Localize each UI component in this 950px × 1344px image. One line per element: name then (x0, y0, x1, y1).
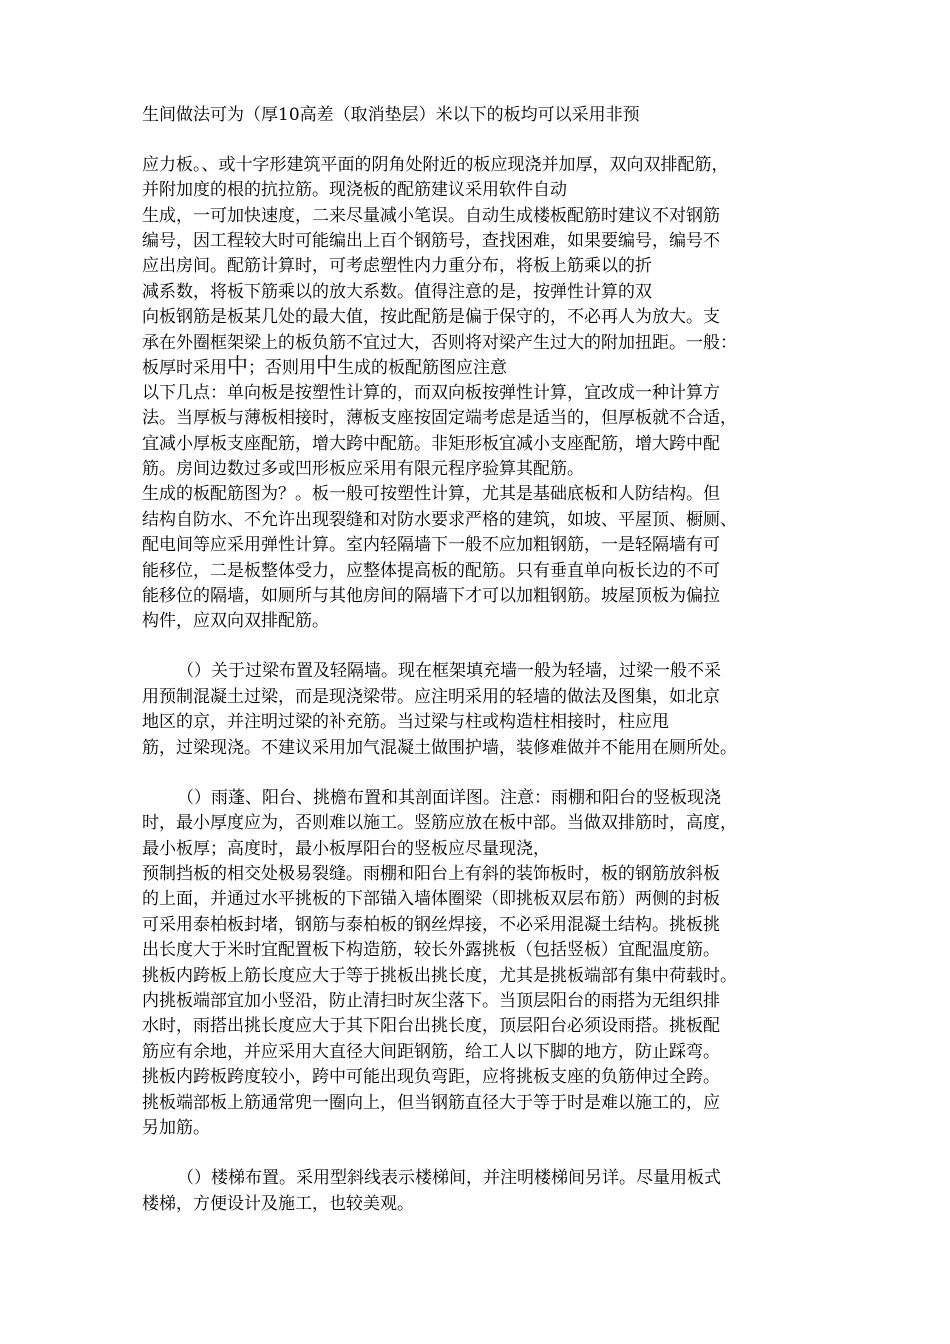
text-line: 配电间等应采用弹性计算。室内轻隔墙下一般不应加粗钢筋，一是轻隔墙有可 (142, 535, 720, 555)
text-line: （）关于过梁布置及轻隔墙。现在框架填充墙一般为轻墙，过梁一般不采 (177, 661, 721, 681)
text-line: 内挑板端部宜加小竖沿，防止清扫时灰尘落下。当顶层阳台的雨搭为无组织排 (142, 991, 720, 1011)
text-line: 预制挡板的相交处极易裂缝。雨棚和阳台上有斜的装饰板时，板的钢筋放斜板 (142, 864, 720, 884)
text-line: 构件，应双向双排配筋。 (142, 611, 329, 631)
text-segment: ；否则用 (248, 358, 316, 378)
text-line: 以下几点：单向板是按塑性计算的，而双向板按弹性计算，宜改成一种计算方 (142, 383, 720, 403)
text-line: 宜减小厚板支座配筋，增大跨中配筋。非矩形板宜减小支座配筋，增大跨中配 (142, 434, 720, 454)
text-line (142, 356, 507, 378)
text-line: 楼梯，方便设计及施工，也较美观。 (142, 1194, 414, 1214)
text-line: 应力板。、或十字形建筑平面的阴角处附近的板应现浇并加厚，双向双排配筋， (142, 155, 729, 175)
text-line: （）楼梯布置。采用型斜线表示楼梯间，并注明楼梯间另详。尽量用板式 (177, 1168, 721, 1188)
text-line: 挑板端部板上筋通常兜一圈向上，但当钢筋直径大于等于时是难以施工的，应 (142, 1093, 720, 1113)
text-line: 法。当厚板与薄板相接时，薄板支座按固定端考虑是适当的，但厚板就不合适， (142, 408, 737, 428)
text-line: 的上面，并通过水平挑板的下部锚入墙体圈梁（即挑板双层布筋）两侧的封板 (142, 889, 720, 909)
text-line: 编号，因工程较大时可能编出上百个钢筋号，查找困难，如果要编号，编号不 (142, 231, 720, 251)
text-line: 出长度大于米时宜配置板下构造筋，较长外露挑板（包括竖板）宜配温度筋。 (142, 940, 720, 960)
text-line: 最小板厚；高度时，最小板厚阳台的竖板应尽量现浇， (142, 839, 550, 859)
text-segment: 中 (227, 354, 248, 378)
text-line: 挑板内跨板上筋长度应大于等于挑板出挑长度，尤其是挑板端部有集中荷载时。 (142, 966, 737, 986)
text-line: 筋。房间边数过多或凹形板应采用有限元程序验算其配筋。 (142, 459, 584, 479)
text-line: 能移位，二是板整体受力，应整体提高板的配筋。只有垂直单向板长边的不可 (142, 561, 720, 581)
text-line: 承在外圈框架梁上的板负筋不宜过大，否则将对梁产生过大的附加扭距。一般： (142, 333, 737, 353)
text-line: 应出房间。配筋计算时，可考虑塑性内力重分布，将板上筋乘以的折 (142, 256, 652, 276)
text-segment: 中 (316, 354, 337, 378)
text-line: 筋应有余地，并应采用大直径大间距钢筋，给工人以下脚的地方，防止踩弯。 (142, 1042, 720, 1062)
text-line: 并附加度的根的抗拉筋。现浇板的配筋建议采用软件自动 (142, 180, 567, 200)
text-line: 生成，一可加快速度，二来尽量减小笔误。自动生成楼板配筋时建议不对钢筋 (142, 206, 720, 226)
text-line: （）雨蓬、阳台、挑檐布置和其剖面详图。注意：雨棚和阳台的竖板现浇 (177, 788, 721, 808)
text-segment: 生成的板配筋图应注意 (337, 358, 507, 378)
text-line: 结构自防水、不允许出现裂缝和对防水要求严格的建筑，如坡、平屋顶、橱厕、 (142, 510, 737, 530)
text-line: 减系数，将板下筋乘以的放大系数。值得注意的是，按弹性计算的双 (142, 282, 652, 302)
text-line: 向板钢筋是板某几处的最大值，按此配筋是偏于保守的，不必再人为放大。支 (142, 307, 720, 327)
text-line: 水时，雨搭出挑长度应大于其下阳台出挑长度，顶层阳台必须设雨搭。挑板配 (142, 1016, 720, 1036)
text-line: 地区的京，并注明过梁的补充筋。当过梁与柱或构造柱相接时，柱应甩 (142, 712, 669, 732)
text-line: 用预制混凝土过梁，而是现浇梁带。应注明采用的轻墙的做法及图集，如北京 (142, 687, 720, 707)
text-line: 生间做法可为（厚10高差（取消垫层）米以下的板均可以采用非预 (142, 105, 640, 125)
text-line: 另加筋。 (142, 1118, 210, 1138)
text-line: 挑板内跨板跨度较小，跨中可能出现负弯距，应将挑板支座的负筋伸过全跨。 (142, 1067, 720, 1087)
text-line: 时，最小厚度应为，否则难以施工。竖筋应放在板中部。当做双排筋时，高度， (142, 813, 737, 833)
text-segment: 板厚时采用 (142, 358, 227, 378)
text-line: 可采用泰柏板封堵，钢筋与泰柏板的钢丝焊接，不必采用混凝土结构。挑板挑 (142, 915, 720, 935)
text-line: 生成的板配筋图为？。板一般可按塑性计算，尤其是基础底板和人防结构。但 (142, 484, 720, 504)
text-line: 筋，过梁现浇。不建议采用加气混凝土做围护墙，装修难做并不能用在厕所处。 (142, 738, 737, 758)
text-line: 能移位的隔墙，如厕所与其他房间的隔墙下才可以加粗钢筋。坡屋顶板为偏拉 (142, 586, 720, 606)
